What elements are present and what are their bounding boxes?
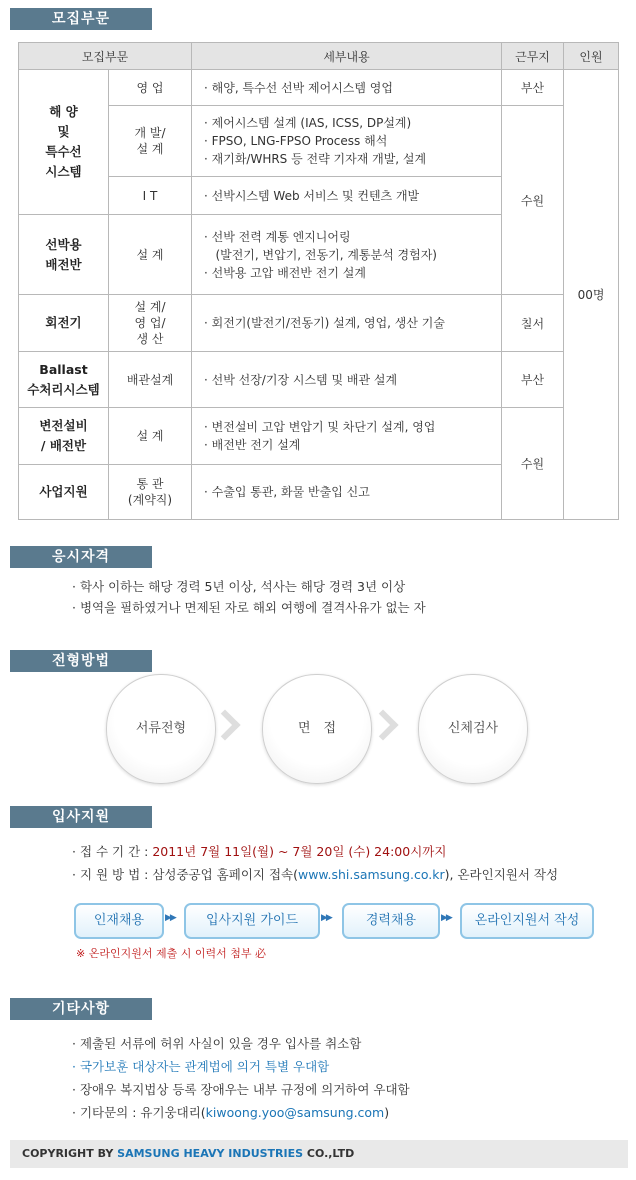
table-row bbox=[19, 106, 619, 177]
apply-method-text: 삼성중공업 홈페이지 접속( bbox=[152, 867, 298, 882]
table-row bbox=[19, 408, 619, 465]
group-ship-switchboard: 선박용 배전반 bbox=[19, 215, 109, 295]
etc-list bbox=[72, 1032, 410, 1124]
row-details bbox=[192, 352, 502, 408]
apply-method-label: · 지 원 방 법 : bbox=[72, 867, 153, 882]
row-sub: 설 계 bbox=[109, 215, 192, 295]
row-location: 수원 bbox=[502, 106, 564, 295]
etc-item: · 장애우 복지법상 등록 장애우는 내부 규정에 의거하여 우대함 bbox=[72, 1082, 410, 1097]
header-location: 근무지 bbox=[502, 43, 564, 70]
group-substation: 변전설비 / 배전반 bbox=[19, 408, 109, 465]
copyright-suffix: CO.,LTD bbox=[303, 1147, 355, 1160]
table-row bbox=[19, 295, 619, 352]
detail-line: · FPSO, LNG-FPSO Process 해석 bbox=[204, 134, 388, 148]
section-title-etc: 기타사항 bbox=[10, 998, 152, 1020]
row-location: 칠서 bbox=[502, 295, 564, 352]
row-sub: 통 관 (계약직) bbox=[109, 465, 192, 520]
qualification-item: · 학사 이하는 해당 경력 5년 이상, 석사는 해당 경력 3년 이상 bbox=[72, 579, 406, 594]
row-details bbox=[192, 295, 502, 352]
section-title-process: 전형방법 bbox=[10, 650, 152, 672]
detail-line: · 선박 선장/기장 시스템 및 배관 설계 bbox=[204, 372, 398, 387]
arrow-icon: ▶▶ bbox=[165, 913, 175, 923]
row-location: 부산 bbox=[502, 70, 564, 106]
detail-line: · 선박용 고압 배전반 전기 설계 bbox=[204, 265, 366, 280]
detail-line: · 회전기(발전기/전동기) 설계, 영업, 생산 기술 bbox=[204, 316, 445, 330]
contact-suffix: ) bbox=[384, 1105, 390, 1120]
table-row bbox=[19, 70, 619, 106]
row-sub: 설 계 bbox=[109, 408, 192, 465]
step-physical-exam: 신체검사 bbox=[418, 674, 528, 784]
arrow-icon: ▶▶ bbox=[321, 913, 331, 923]
apply-method-text-2: ), 온라인지원서 작성 bbox=[444, 867, 559, 882]
row-sub: 배관설계 bbox=[109, 352, 192, 408]
talent-recruit-button[interactable]: 인재채용 bbox=[74, 903, 164, 939]
section-title-apply: 입사지원 bbox=[10, 806, 152, 828]
row-sub: 개 발/ 설 계 bbox=[109, 106, 192, 177]
contact-prefix: · 기타문의 : 유기웅대리( bbox=[72, 1105, 206, 1120]
detail-line: · 수출입 통관, 화물 반출입 신고 bbox=[204, 485, 370, 499]
etc-item: · 제출된 서류에 허위 사실이 있을 경우 입사를 취소함 bbox=[72, 1036, 362, 1051]
contact-email-link[interactable]: kiwoong.yoo@samsung.com bbox=[205, 1105, 385, 1120]
row-location: 수원 bbox=[502, 408, 564, 520]
apply-method bbox=[72, 863, 558, 886]
detail-line: · 배전반 전기 설계 bbox=[204, 438, 301, 452]
row-details bbox=[192, 408, 502, 465]
etc-item-contact bbox=[72, 1101, 410, 1124]
group-marine-special: 해 양 및 특수선 시스템 bbox=[19, 70, 109, 215]
company-name: SAMSUNG HEAVY INDUSTRIES bbox=[117, 1147, 304, 1160]
detail-line: · 변전설비 고압 변압기 및 차단기 설계, 영업 bbox=[204, 420, 436, 434]
row-details bbox=[192, 215, 502, 295]
row-location: 부산 bbox=[502, 352, 564, 408]
row-sub: 영 업 bbox=[109, 70, 192, 106]
apply-period-value: 2011년 7월 11일(월) ~ 7월 20일 (수) 24:00시까지 bbox=[152, 844, 447, 859]
qualification-item: · 병역을 필하였거나 면제된 자로 해외 여행에 결격사유가 없는 자 bbox=[72, 600, 426, 615]
detail-line: · 해양, 특수선 선박 제어시스템 영업 bbox=[204, 80, 393, 95]
step-arrow-icon bbox=[367, 709, 398, 740]
detail-line: · 재기화/WHRS 등 전략 기자재 개발, 설계 bbox=[204, 152, 427, 166]
group-ballast: Ballast 수처리시스템 bbox=[19, 352, 109, 408]
apply-guide-button[interactable]: 입사지원 가이드 bbox=[184, 903, 320, 939]
detail-line: · 선박 전력 계통 엔지니어링 bbox=[204, 229, 351, 244]
row-details bbox=[192, 465, 502, 520]
table-row bbox=[19, 352, 619, 408]
step-interview: 면 접 bbox=[262, 674, 372, 784]
footer-copyright bbox=[10, 1140, 628, 1168]
section-title-qualification: 응시자격 bbox=[10, 546, 152, 568]
headcount-cell: 00명 bbox=[564, 70, 619, 520]
row-details bbox=[192, 177, 502, 215]
detail-line: · 제어시스템 설계 (IAS, ICSS, DP설계) bbox=[204, 116, 412, 130]
recruitment-table bbox=[18, 42, 619, 520]
group-business-support: 사업지원 bbox=[19, 465, 109, 520]
copyright-prefix: COPYRIGHT BY bbox=[22, 1147, 118, 1160]
career-recruit-button[interactable]: 경력채용 bbox=[342, 903, 440, 939]
detail-line: · 선박시스템 Web 서비스 및 컨텐츠 개발 bbox=[204, 188, 420, 203]
arrow-icon: ▶▶ bbox=[441, 913, 451, 923]
detail-line: (발전기, 변압기, 전동기, 계통분석 경험자) bbox=[204, 247, 437, 262]
header-category: 모집부문 bbox=[19, 43, 192, 70]
apply-note: ※ 온라인지원서 제출 시 이력서 첨부 必 bbox=[76, 947, 266, 960]
row-sub: 설 계/ 영 업/ 생 산 bbox=[109, 295, 192, 352]
qualification-list bbox=[72, 576, 426, 618]
homepage-link[interactable]: www.shi.samsung.co.kr bbox=[297, 867, 445, 882]
row-details bbox=[192, 70, 502, 106]
header-details: 세부내용 bbox=[192, 43, 502, 70]
table-header-row bbox=[19, 43, 619, 70]
online-application-button[interactable]: 온라인지원서 작성 bbox=[460, 903, 594, 939]
row-details bbox=[192, 106, 502, 177]
group-rotating-machine: 회전기 bbox=[19, 295, 109, 352]
step-document-screening: 서류전형 bbox=[106, 674, 216, 784]
apply-info bbox=[72, 840, 558, 886]
apply-period bbox=[72, 840, 558, 863]
section-title-recruit: 모집부문 bbox=[10, 8, 152, 30]
row-sub: I T bbox=[109, 177, 192, 215]
apply-period-label: · 접 수 기 간 : bbox=[72, 844, 153, 859]
header-headcount: 인원 bbox=[564, 43, 619, 70]
etc-item: · 국가보훈 대상자는 관계법에 의거 특별 우대함 bbox=[72, 1059, 330, 1074]
